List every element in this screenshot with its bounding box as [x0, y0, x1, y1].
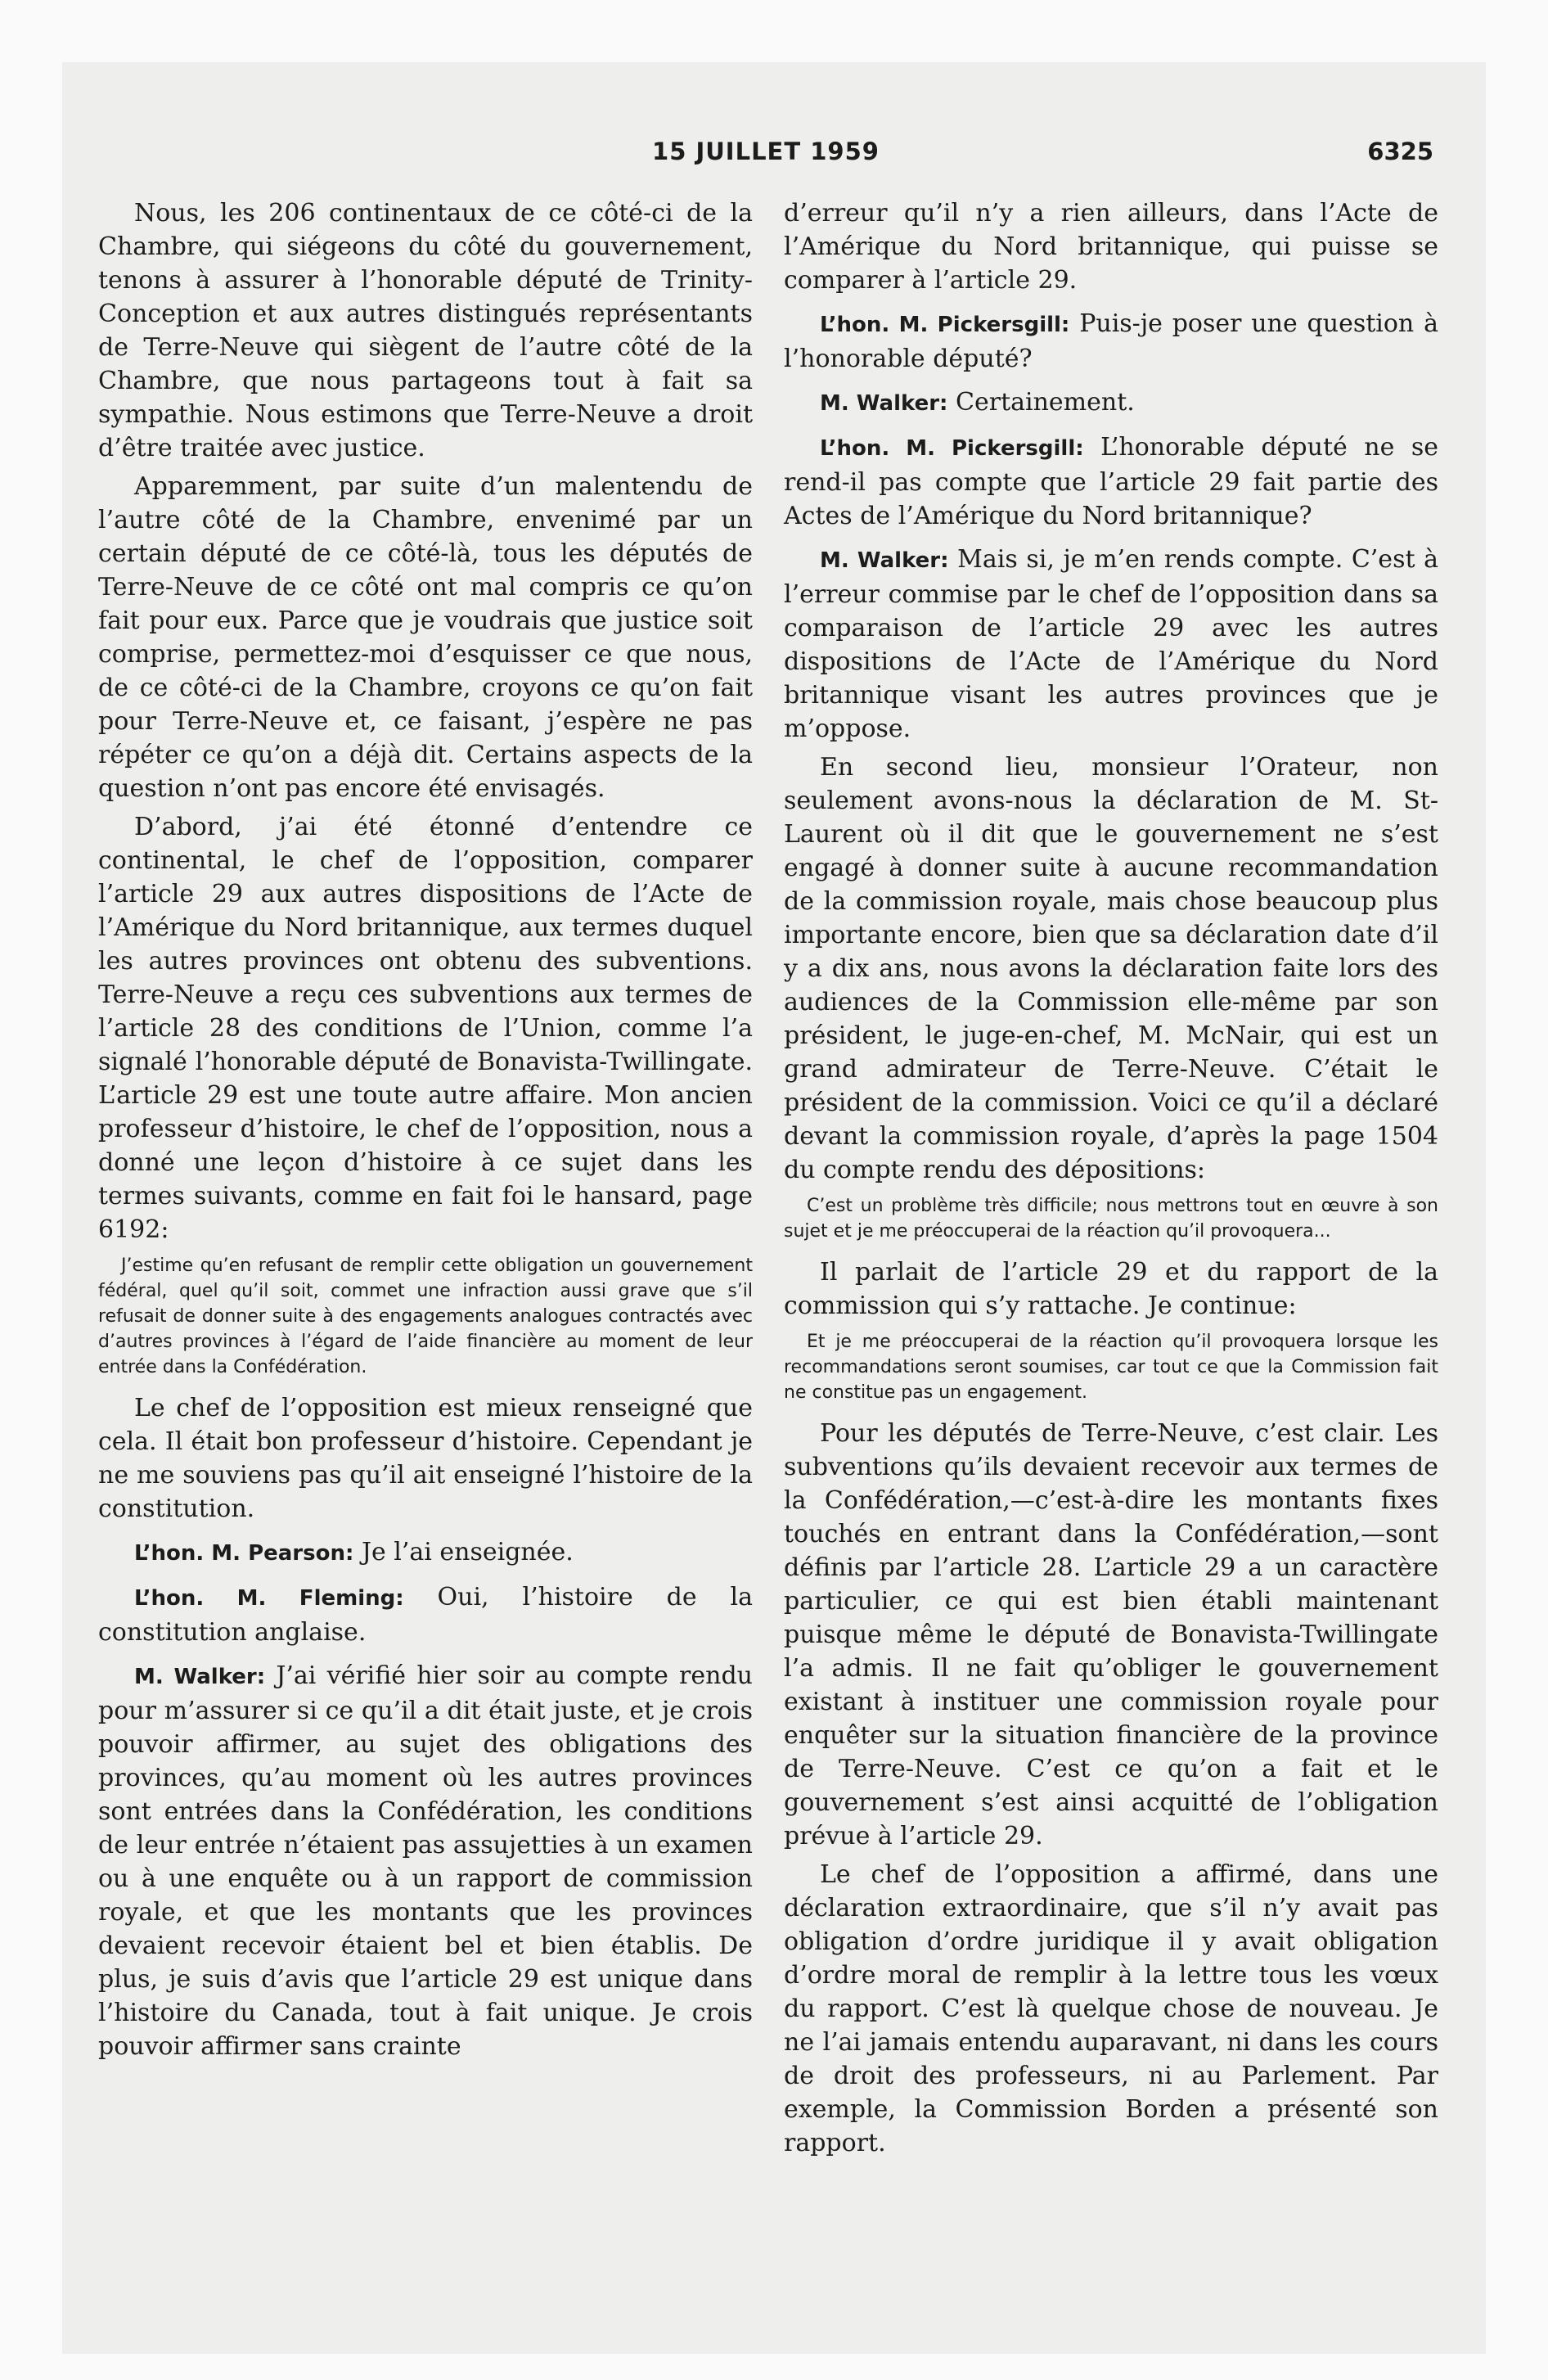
paragraph: Il parlait de l’article 29 et du rapport de la commission qui s’y rattache. Je continue:	[784, 1258, 1438, 1320]
speech-text: Puis-je poser une question à l’honorable député?	[784, 309, 1438, 373]
speech-text: L’honorable député ne se rend-il pas compte que l’article 29 fait partie des Actes de l’Amérique du Nord britannique?	[784, 433, 1438, 530]
block-quote: Et je me préoccuperai de la réaction qu’il provoquera lorsque les recommandations seront soumises, car tout ce que la Commission fait ne constitue pas un engagement.	[784, 1332, 1438, 1403]
speaker-name: L’hon. M. Pickersgill:	[820, 436, 1084, 461]
speech-text: Je l’ai enseignée.	[361, 1538, 574, 1566]
page-date: 15 JUILLET 1959	[652, 137, 880, 165]
speech-fleming	[98, 1580, 753, 1649]
paragraph-continuation: d’erreur qu’il n’y a rien ailleurs, dans l’Acte de l’Amérique du Nord britannique, qui puisse se comparer à l’article 29.	[784, 199, 1438, 295]
speech-walker	[784, 385, 1438, 421]
speech-text: Certainement.	[956, 388, 1135, 417]
speech-walker	[98, 1659, 753, 2063]
speech-text: J’ai vérifié hier soir au compte rendu pour m’assurer si ce qu’il a dit était juste, et je crois pouvoir affirmer, au sujet des obligations des provinces, qu’au moment où les autres provinces sont entrées dans la Confédération, les conditions de leur entrée n’étaient pas assujetties à un examen ou à une enquête ou à un rapport de commission royale, et que les montants que les provinces devaient recevoir étaient bel et bien établis. De plus, je suis d’avis que l’article 29 est unique dans l’histoire du Canada, tout à fait unique. Je crois pouvoir affirmer sans crainte	[98, 1661, 753, 2061]
speech-pickersgill	[784, 430, 1438, 533]
paragraph: Le chef de l’opposition est mieux renseigné que cela. Il était bon professeur d’histoire. Cependant je ne me souviens pas qu’il ait enseigné l’histoire de la constitution.	[98, 1394, 753, 1523]
block-quote: C’est un problème très difficile; nous mettrons tout en œuvre à son sujet et je me préoccuperai de la réaction qu’il provoquera...	[784, 1196, 1438, 1242]
speech-text: Mais si, je m’en rends compte. C’est à l’erreur commise par le chef de l’opposition dans sa comparaison de l’article 29 avec les autres dispositions de l’Acte de l’Amérique du Nord britannique visant les autres provinces que je m’oppose.	[784, 545, 1438, 743]
paragraph: Le chef de l’opposition a affirmé, dans une déclaration extraordinaire, que s’il n’y avait pas obligation d’ordre juridique il y avait obligation d’ordre moral de remplir à la lettre tous les vœux du rapport. C’est là quelque chose de nouveau. Je ne l’ai jamais entendu auparavant, ni dans les cours de droit des professeurs, ni au Parlement. Par exemple, la Commission Borden a présenté son rapport.	[784, 1860, 1438, 2157]
speaker-name: L’hon. M. Fleming:	[134, 1586, 404, 1611]
block-quote: J’estime qu’en refusant de remplir cette obligation un gouvernement fédéral, quel qu’il soit, commet une infraction aussi grave que s’il refusait de donner suite à des engagements analogues contractés avec d’autres provinces à l’égard de l’aide financière au moment de leur entrée dans la Confédération.	[98, 1255, 753, 1377]
paragraph: Pour les députés de Terre-Neuve, c’est clair. Les subventions qu’ils devaient recevoir aux termes de la Confédération,—c’est-à-dire les montants fixes touchés en entrant dans la Confédération,—sont définis par l’article 28. L’article 29 a un caractère particulier, ce qui est bien établi maintenant puisque même le député de Bonavista-Twillingate l’a admis. Il ne fait qu’obliger le gouvernement existant à instituer une commission royale pour enquêter sur la situation financière de la province de Terre-Neuve. C’est ce qu’on a fait et le gouvernement s’est ainsi acquitté de l’obligation prévue à l’article 29.	[784, 1419, 1438, 1850]
paragraph: Apparemment, par suite d’un malentendu de l’autre côté de la Chambre, envenimé par un certain député de ce côté-là, tous les députés de Terre-Neuve de ce côté ont mal compris ce qu’on fait pour eux. Parce que je voudrais que justice soit comprise, permettez-moi d’esquisser ce que nous, de ce côté-ci de la Chambre, croyons ce qu’on fait pour Terre-Neuve et, ce faisant, j’espère ne pas répéter ce qu’on a déjà dit. Certains aspects de la question n’ont pas encore été envisagés.	[98, 472, 753, 803]
speaker-name: L’hon. M. Pearson:	[134, 1541, 354, 1566]
speech-text: Oui, l’histoire de la constitution anglaise.	[98, 1583, 753, 1647]
right-column	[784, 196, 1438, 2165]
left-column	[98, 196, 753, 2068]
speech-pickersgill	[784, 307, 1438, 376]
speaker-name: M. Walker:	[134, 1665, 266, 1689]
speaker-name: L’hon. M. Pickersgill:	[820, 313, 1070, 337]
speaker-name: M. Walker:	[820, 548, 949, 573]
page-header	[98, 137, 1433, 174]
paragraph: D’abord, j’ai été étonné d’entendre ce continental, le chef de l’opposition, comparer l’article 29 aux autres dispositions de l’Acte de l’Amérique du Nord britannique, aux termes duquel les autres provinces ont obtenu des subventions. Terre-Neuve a reçu ces subventions aux termes de l’article 28 des conditions de l’Union, comme l’a signalé l’honorable député de Bonavista-Twillingate. L’article 29 est une toute autre affaire. Mon ancien professeur d’histoire, le chef de l’opposition, nous a donné une leçon d’histoire à ce sujet dans les termes suivants, comme en fait foi le hansard, page 6192:	[98, 813, 753, 1244]
paragraph: En second lieu, monsieur l’Orateur, non seulement avons-nous la déclaration de M. St-Laurent où il dit que le gouvernement ne s’est engagé à donner suite à aucune recommandation de la commission royale, mais chose beaucoup plus importante encore, bien que sa déclaration date d’il y a dix ans, nous avons la déclaration faite lors des audiences de la Commission elle-même par son président, le juge-en-chef, M. McNair, qui est un grand admirateur de Terre-Neuve. C’était le président de la commission. Voici ce qu’il a déclaré devant la commission royale, d’après la page 1504 du compte rendu des dépositions:	[784, 753, 1438, 1184]
speech-walker	[784, 543, 1438, 746]
speaker-name: M. Walker:	[820, 391, 948, 416]
speech-pearson	[98, 1535, 753, 1571]
paragraph: Nous, les 206 continentaux de ce côté-ci de la Chambre, qui siégeons du côté du gouvernement, tenons à assurer à l’honorable député de Trinity-Conception et aux autres distingués représentants de Terre-Neuve qui siègent de l’autre côté de la Chambre, que nous partageons tout à fait sa sympathie. Nous estimons que Terre-Neuve a droit d’être traitée avec justice.	[98, 199, 753, 462]
page-number: 6325	[1367, 137, 1433, 165]
